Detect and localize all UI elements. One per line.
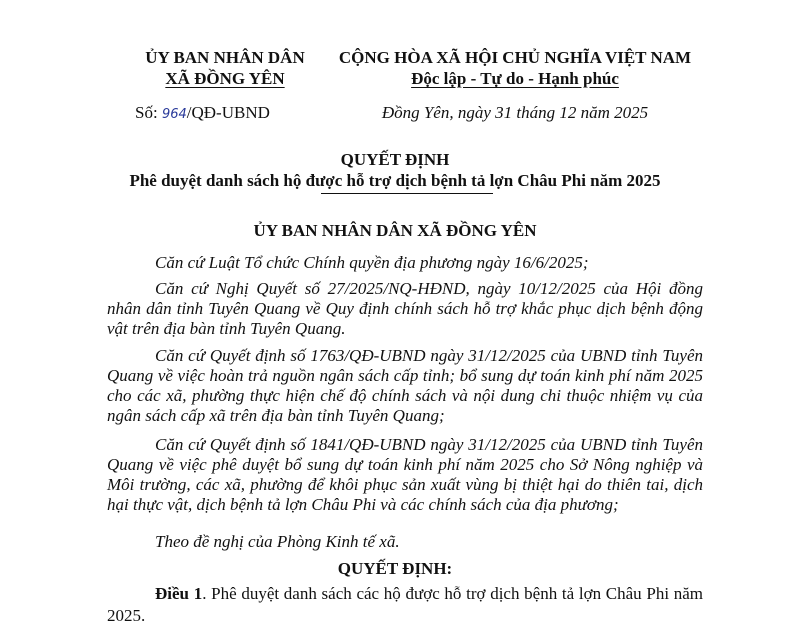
document-number: Số: 964/QĐ-UBND <box>135 103 270 122</box>
legal-basis-3: Căn cứ Quyết định số 1763/QĐ-UBND ngày 31/12/2025 của UBND tỉnh Tuyên Quang về việc hoàn trả nguồn ngân sách cấp tỉnh; bổ sung dự toán kinh phí năm 2025 cho các xã, phường thực hiện chế độ chính sách và nội dung chi thuộc nhiệm vụ của ngân sách cấp xã trên địa bàn tỉnh Tuyên Quang; <box>107 346 703 425</box>
handwritten-number: 964 <box>161 107 187 122</box>
issuing-org-line1: ỦY BAN NHÂN DÂN <box>145 48 305 67</box>
document-type: QUYẾT ĐỊNH <box>340 150 450 169</box>
article-1-text: . Phê duyệt danh sách các hộ được hỗ trợ dịch bệnh tả lợn Châu Phi năm 2025. <box>107 584 704 625</box>
legal-basis-4: Căn cứ Quyết định số 1841/QĐ-UBND ngày 31/12/2025 của UBND tỉnh Tuyên Quang về việc phê duyệt bổ sung dự toán kinh phí năm 2025 cho Sở Nông nghiệp và Môi trường, các xã, phường để khôi phục sản xuất vùng bị thiệt hại do thiên tai, dịch hại thực vật, dịch bệnh tả lợn Châu Phi và các chính sách của địa phương; <box>107 435 703 514</box>
national-motto: Độc lập - Tự do - Hạnh phúc <box>411 69 619 88</box>
place-and-date: Đồng Yên, ngày 31 tháng 12 năm 2025 <box>381 103 649 122</box>
legal-basis-1: Căn cứ Luật Tổ chức Chính quyền địa phương ngày 16/6/2025; <box>155 253 589 272</box>
issuing-authority: ỦY BAN NHÂN DÂN XÃ ĐỒNG YÊN <box>253 221 537 240</box>
article-1-label: Điều 1 <box>155 584 203 603</box>
proposal-note: Theo đề nghị của Phòng Kinh tế xã. <box>155 532 400 551</box>
article-1 <box>107 583 703 627</box>
legal-basis-2: Căn cứ Nghị Quyết số 27/2025/NQ-HĐND, ngày 10/12/2025 của Hội đồng nhân dân tỉnh Tuyên Quang về Quy định chính sách hỗ trợ khắc phục dịch bệnh động vật trên địa bàn tỉnh Tuyên Quang. <box>107 279 703 338</box>
issuing-org-line2: XÃ ĐỒNG YÊN <box>165 69 285 88</box>
title-underline <box>321 193 493 194</box>
decision-heading: QUYẾT ĐỊNH: <box>337 559 453 578</box>
national-title: CỘNG HÒA XÃ HỘI CHỦ NGHĨA VIỆT NAM <box>338 48 692 67</box>
document-subject: Phê duyệt danh sách hộ được hỗ trợ dịch bệnh tả lợn Châu Phi năm 2025 <box>129 171 661 190</box>
